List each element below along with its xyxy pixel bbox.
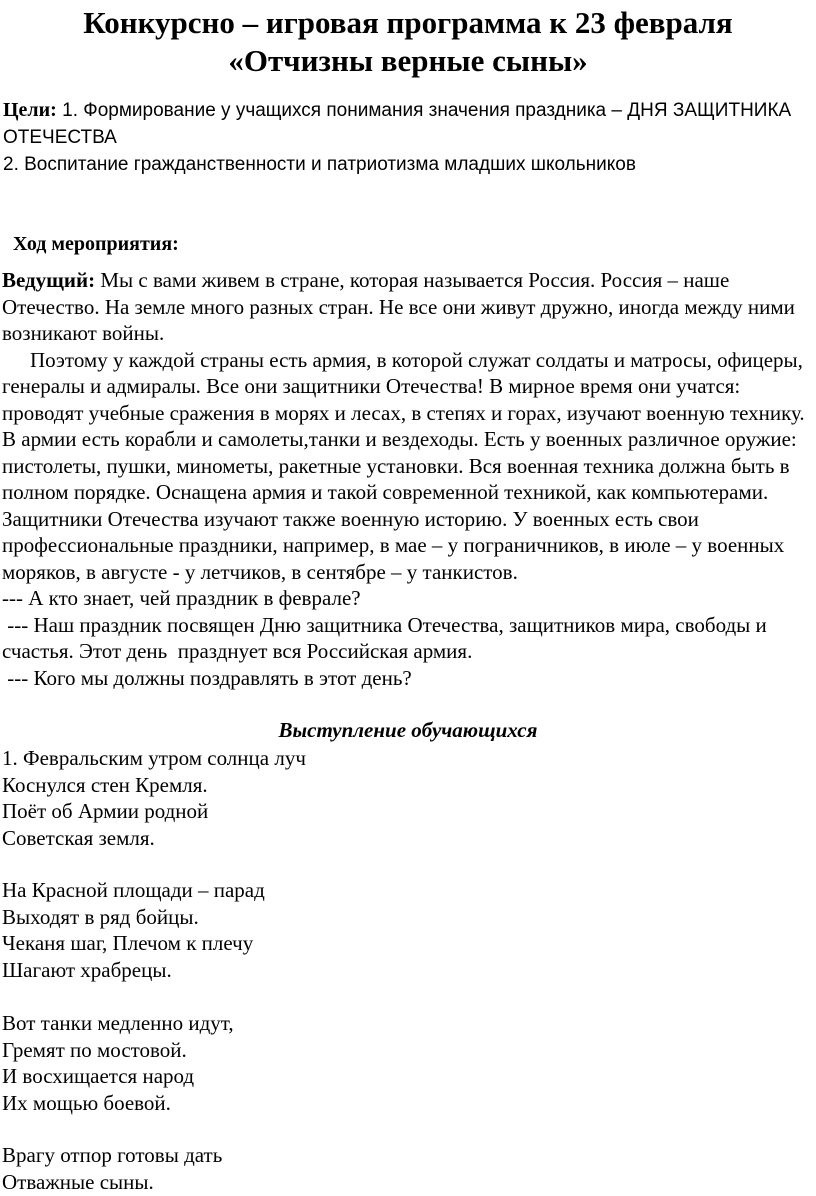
goal-2: 2. Воспитание гражданственности и патриотизма младших школьников [3,154,636,175]
poem-line: Их мощью боевой. [2,1090,171,1115]
poem-line: Поёт об Армии родной [2,799,209,823]
host-text [2,267,816,691]
goals-label: Цели: [3,99,57,121]
event-heading: Ход мероприятия: [8,233,179,255]
poem-line: Гремят по мостовой. [2,1037,187,1062]
poem-line: Вот танки медленно идут, [2,1011,234,1035]
poem-stanza-4 [2,1142,222,1195]
poem-line: Выходят в ряд бойцы. [2,904,199,929]
host-paragraph-2: Поэтому у каждой страны есть армия, в которой служат солдаты и матросы, офицеры, генералы и адмиралы. Все они защитники Отечества! В мирное время они учатся: проводят учебные сражения в морях и лесах, в степях и горах, изучают военную технику. В армии есть корабли и самолеты,танки и вездеходы. Есть у военных различное оружие: пистолеты, пушки, минометы, ракетные установки. Вся военная техника должна быть в полном порядке. Оснащена армия и такой современной техникой, как компьютерами. Защитники Отечества изучают также военную историю. У военных есть свои профессиональные праздники, например, в мае – у пограничников, в июле – у военных моряков, в августе - у летчиков, в сентябре – у танкистов. [2,347,805,584]
poem-stanza-1 [2,745,306,851]
poem-line: Коснулся стен Кремля. [2,772,208,797]
host-intro-paragraph [2,267,816,347]
poem-line: Врагу отпор готовы дать [2,1143,223,1167]
students-heading: Выступление обучающихся [278,718,538,742]
answer-line: --- Наш праздник посвящен Дню защитника Отечества, защитников мира, свободы и счастья. Этот день празднует вся Российская армия. [2,612,773,663]
poem-stanza-3 [2,1010,234,1116]
poem-line: Чеканя шаг, Плечом к плечу [2,931,254,955]
goal-1: 1. Формирование у учащихся понимания значения праздника – ДНЯ ЗАЩИТНИКА ОТЕЧЕСТВА [3,100,792,148]
host-intro: Мы с вами живем в стране, которая называется Россия. Россия – наше Отечество. На земле много разных стран. Не все они живут дружно, иногда между ними возникают войны. [2,268,795,345]
poem-line: 1. Февральским утром солнца луч [2,746,306,770]
question-1: --- А кто знает, чей праздник в феврале? [2,586,361,610]
page-subtitle: «Отчизны верные сыны» [228,43,588,78]
poem-line: Шагают храбрецы. [2,957,172,982]
poem-line: На Красной площади – парад [2,878,265,902]
poem-line: И восхищается народ [2,1064,195,1088]
goals-block [3,97,813,178]
poem-stanza-2 [2,877,265,983]
page-title: Конкурсно – игровая программа к 23 февраля [83,5,733,40]
poem-line: Советская земля. [2,825,155,850]
host-label: Ведущий: [2,268,96,292]
poem-line: Отважные сыны. [2,1169,154,1194]
question-2: --- Кого мы должны поздравлять в этот день? [2,665,412,690]
